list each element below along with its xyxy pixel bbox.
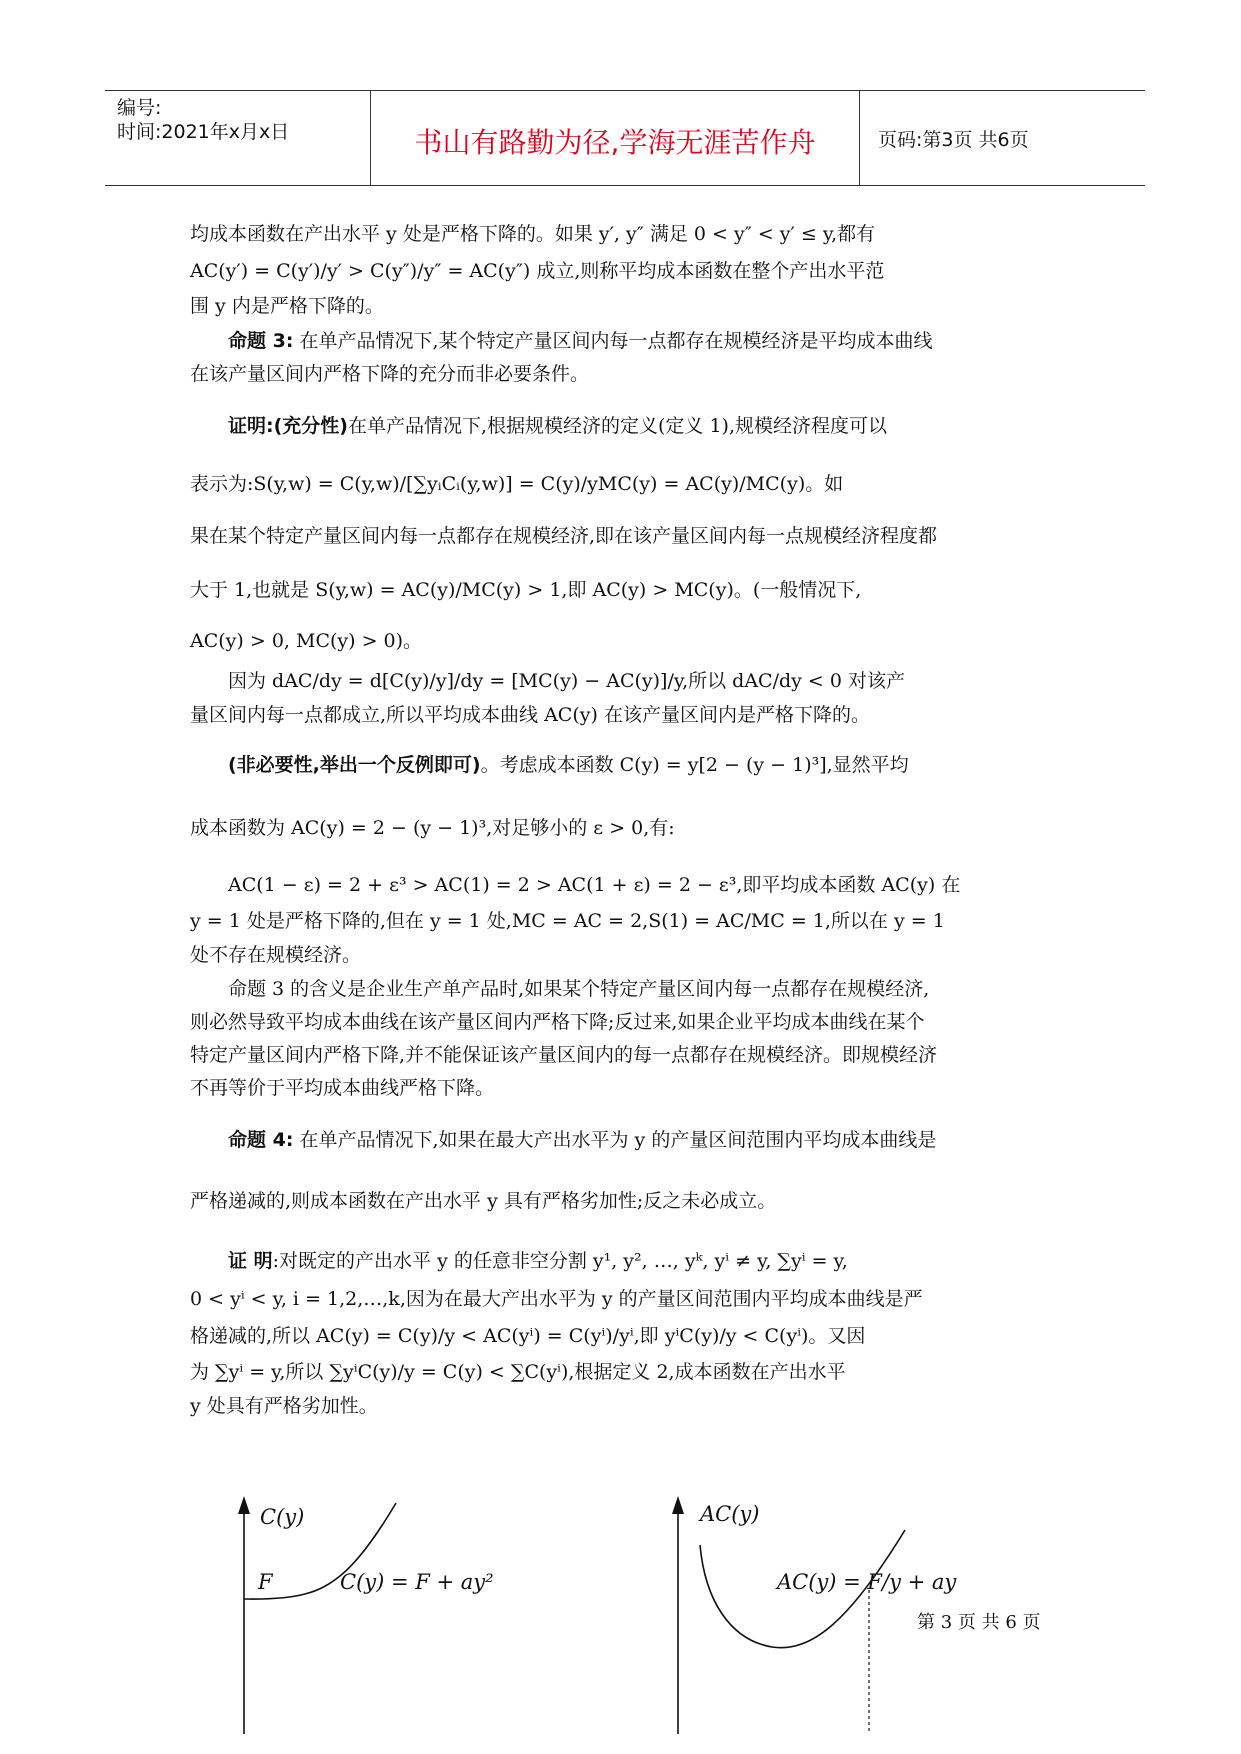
text-line: y = 1 处是严格下降的,但在 y = 1 处,MC = AC = 2,S(1) = AC/MC = 1,所以在 y = 1 xyxy=(190,910,945,932)
proposition-4-title: 命题 4: xyxy=(228,1129,294,1151)
text-line: 果在某个特定产量区间内每一点都存在规模经济,即在该产量区间内每一点规模经济程度都 xyxy=(190,525,938,547)
text-line: 在单产品情况下,根据规模经济的定义(定义 1),规模经济程度可以 xyxy=(347,415,888,437)
proposition-3-title: 命题 3: xyxy=(228,330,294,352)
text-line: y 处具有严格劣加性。 xyxy=(190,1395,378,1417)
motto: 书山有路勤为径,学海无涯苦作舟 xyxy=(414,126,816,159)
text-line: 在单产品情况下,如果在最大产出水平为 y 的产量区间范围内平均成本曲线是 xyxy=(293,1129,937,1151)
text-line: AC(1 − ε) = 2 + ε³ > AC(1) = 2 > AC(1 + ε) = 2 − ε³,即平均成本函数 AC(y) 在 xyxy=(228,874,961,896)
left-F-label: F xyxy=(258,1570,273,1594)
text-line: 格递减的,所以 AC(y) = C(y)/y < AC(yⁱ) = C(yⁱ)/yⁱ,即 yⁱC(y)/y < C(yⁱ)。又因 xyxy=(190,1325,866,1347)
text-line: 。考虑成本函数 C(y) = y[2 − (y − 1)³],显然平均 xyxy=(480,754,909,776)
text-line: 命题 3 的含义是企业生产单产品时,如果某个特定产量区间内每一点都存在规模经济, xyxy=(228,978,930,1000)
right-y-label: AC(y) xyxy=(700,1502,760,1526)
right-figure xyxy=(672,1496,905,1734)
text-line: 为 ∑yⁱ = y,所以 ∑yⁱC(y)/y = C(y) < ∑C(yⁱ),根据定义 2,成本函数在产出水平 xyxy=(190,1361,846,1383)
text-line: 因为 dAC/dy = d[C(y)/y]/dy = [MC(y) − AC(y)]/y,所以 dAC/dy < 0 对该产 xyxy=(228,670,906,692)
text-line: 成本函数为 AC(y) = 2 − (y − 1)³,对足够小的 ε > 0,有: xyxy=(190,817,675,839)
text-line: AC(y) > 0, MC(y) > 0)。 xyxy=(190,630,423,652)
text-line: AC(y′) = C(y′)/y′ > C(y″)/y″ = AC(y″) 成立,则称平均成本函数在整个产出水平范 xyxy=(190,260,885,282)
proof-4-title: 证 明 xyxy=(228,1250,273,1272)
text-line: 不再等价于平均成本曲线严格下降。 xyxy=(190,1077,495,1099)
page-number-label: 页码:第3页 共6页 xyxy=(878,129,1029,151)
right-y-arrow xyxy=(672,1496,684,1514)
text-line: 围 y 内是严格下降的。 xyxy=(190,295,384,317)
text-line: 在该产量区间内严格下降的充分而非必要条件。 xyxy=(190,363,590,385)
left-curve-label: C(y) = F + ay² xyxy=(340,1570,494,1594)
doc-time-label: 时间:2021年x月x日 xyxy=(117,121,290,143)
text-line: 特定产量区间内严格下降,并不能保证该产量区间内的每一点都存在规模经济。即规模经济 xyxy=(190,1044,938,1066)
proof-title: 证明:(充分性) xyxy=(228,415,348,437)
text-line: 大于 1,也就是 S(y,w) = AC(y)/MC(y) > 1,即 AC(y) > MC(y)。(一般情况下, xyxy=(190,579,862,601)
text-line: 量区间内每一点都成立,所以平均成本曲线 AC(y) 在该产量区间内是严格下降的。 xyxy=(190,704,870,726)
non-necessity-title: (非必要性,举出一个反例即可) xyxy=(228,754,481,776)
text-line: 0 < yⁱ < y, i = 1,2,…,k,因为在最大产出水平为 y 的产量区间范围内平均成本曲线是严 xyxy=(190,1288,923,1310)
left-y-label: C(y) xyxy=(260,1505,305,1529)
text-line: 在单产品情况下,某个特定产量区间内每一点都存在规模经济是平均成本曲线 xyxy=(293,330,933,352)
text-line: 则必然导致平均成本曲线在该产量区间内严格下降;反过来,如果企业平均成本曲线在某个 xyxy=(190,1011,925,1033)
text-line: :对既定的产出水平 y 的任意非空分割 y¹, y², …, yᵏ, yⁱ ≠ y, ∑yⁱ = y, xyxy=(272,1250,848,1272)
text-line: 表示为:S(y,w) = C(y,w)/[∑yᵢCᵢ(y,w)] = C(y)/yMC(y) = AC(y)/MC(y)。如 xyxy=(190,473,844,495)
left-y-arrow xyxy=(238,1496,250,1514)
text-line: 均成本函数在产出水平 y 处是严格下降的。如果 y′, y″ 满足 0 < y″ < y′ ≤ y,都有 xyxy=(190,223,876,245)
doc-number-label: 编号: xyxy=(117,97,162,119)
right-curve-label: AC(y) = F/y + ay xyxy=(777,1570,957,1594)
text-line: 处不存在规模经济。 xyxy=(190,944,362,966)
left-figure xyxy=(238,1496,396,1734)
page-footer: 第 3 页 共 6 页 xyxy=(917,1612,1041,1633)
text-line: 严格递减的,则成本函数在产出水平 y 具有严格劣加性;反之未必成立。 xyxy=(190,1190,777,1212)
